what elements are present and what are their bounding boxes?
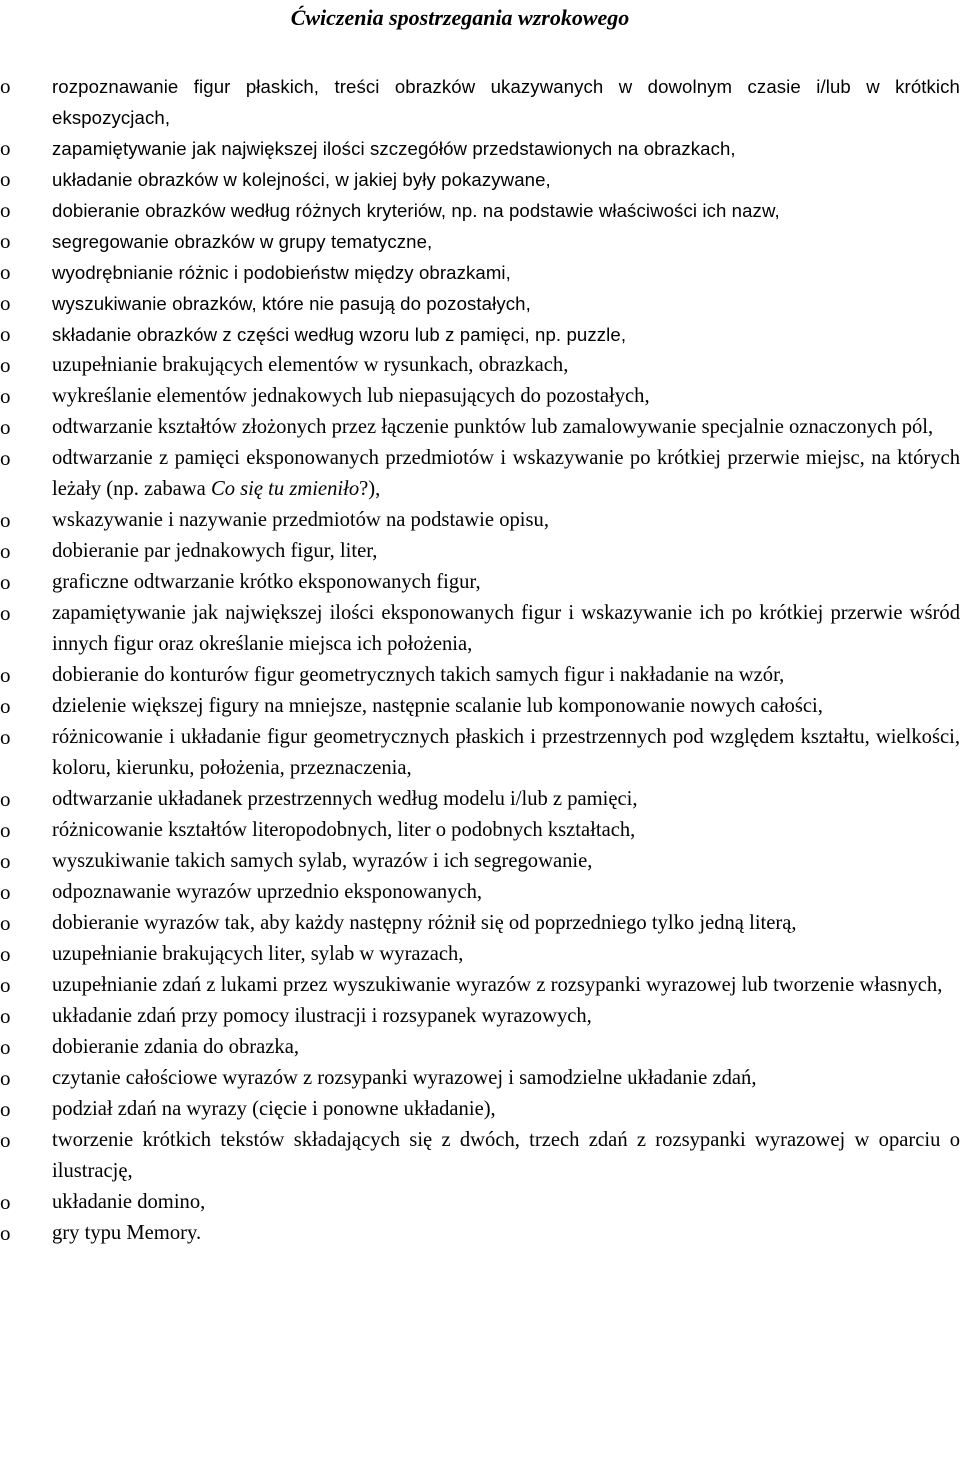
list-item [0, 691, 960, 722]
list-item-text: wyszukiwanie takich samych sylab, wyrazów i ich segregowanie, [52, 850, 593, 872]
bullet-marker: o [0, 1190, 11, 1214]
list-item-text: uzupełnianie brakujących elementów w rysunkach, obrazkach, [52, 354, 569, 376]
list-item [0, 1094, 960, 1125]
list-item-text: segregowanie obrazków w grupy tematyczne, [52, 231, 433, 252]
list-item-text: tworzenie krótkich tekstów składających się z dwóch, trzech zdań z rozsypanki wyrazowej w oparciu o ilustrację, [52, 1129, 960, 1182]
bullet-marker: o [0, 818, 11, 842]
list-item [0, 970, 960, 1001]
list-item [0, 598, 960, 660]
bullet-marker: o [0, 508, 11, 532]
list-item-text: dobieranie par jednakowych figur, liter, [52, 540, 378, 562]
game-title-italic: Co się tu zmieniło [210, 478, 360, 500]
list-item-text: podział zdań na wyrazy (cięcie i ponowne układanie), [52, 1098, 496, 1120]
bullet-marker: o [0, 570, 11, 594]
list-item-text: układanie zdań przy pomocy ilustracji i rozsypanek wyrazowych, [52, 1005, 592, 1027]
list-item [0, 164, 960, 195]
bullet-marker: o [0, 694, 11, 718]
list-item [0, 1218, 960, 1249]
list-item [0, 133, 960, 164]
list-item [0, 536, 960, 567]
list-item [0, 877, 960, 908]
list-item [0, 350, 960, 381]
list-item-text: dobieranie wyrazów tak, aby każdy następny różnił się od poprzedniego tylko jedną literą, [52, 912, 797, 934]
list-item-text: układanie obrazków w kolejności, w jakiej były pokazywane, [52, 169, 551, 190]
list-item-text: wyszukiwanie obrazków, które nie pasują do pozostałych, [52, 293, 531, 314]
list-item-text: wyodrębnianie różnic i podobieństw między obrazkami, [52, 262, 511, 283]
bullet-marker: o [0, 880, 11, 904]
bullet-marker: o [0, 849, 11, 873]
bullet-marker: o [0, 1004, 11, 1028]
list-item-text: wykreślanie elementów jednakowych lub niepasujących do pozostałych, [52, 385, 650, 407]
list-item [0, 846, 960, 877]
bullet-marker: o [0, 353, 11, 377]
list-item [0, 288, 960, 319]
list-item-text: rozpoznawanie figur płaskich, treści obrazków ukazywanych w dowolnym czasie i/lub w krótkich ekspozycjach, [52, 76, 960, 128]
bullet-marker: o [0, 1035, 11, 1059]
bullet-marker: o [0, 601, 11, 625]
bullet-marker: o [0, 74, 11, 98]
list-item [0, 71, 960, 133]
list-item-text: odtwarzanie z pamięci eksponowanych przedmiotów i wskazywanie po krótkiej przerwie miejsc, na których leżały (np. zabawa [52, 447, 960, 500]
list-item-text: czytanie całościowe wyrazów z rozsypanki wyrazowej i samodzielne układanie zdań, [52, 1067, 757, 1089]
list-item [0, 1032, 960, 1063]
bullet-marker: o [0, 539, 11, 563]
bullet-marker: o [0, 446, 11, 470]
bullet-marker: o [0, 260, 11, 284]
bullet-marker: o [0, 1066, 11, 1090]
bullet-marker: o [0, 291, 11, 315]
list-item-text: uzupełnianie zdań z lukami przez wyszukiwanie wyrazów z rozsypanki wyrazowej lub tworzenie własnych, [52, 974, 943, 996]
bullet-marker: o [0, 322, 11, 346]
list-item-text-end: ?), [359, 478, 381, 500]
bullet-marker: o [0, 911, 11, 935]
bullet-marker: o [0, 942, 11, 966]
list-item [0, 319, 960, 350]
list-item [0, 257, 960, 288]
bullet-marker: o [0, 198, 11, 222]
bullet-marker: o [0, 1221, 11, 1245]
bullet-marker: o [0, 663, 11, 687]
list-item [0, 567, 960, 598]
list-item [0, 381, 960, 412]
list-item [0, 815, 960, 846]
page-title: Ćwiczenia spostrzegania wzrokowego [290, 5, 630, 30]
list-item-text: wskazywanie i nazywanie przedmiotów na podstawie opisu, [52, 509, 549, 531]
bullet-marker: o [0, 229, 11, 253]
list-item-text: dobieranie zdania do obrazka, [52, 1036, 300, 1058]
list-item-text: składanie obrazków z części według wzoru lub z pamięci, np. puzzle, [52, 324, 627, 345]
list-item [0, 784, 960, 815]
bullet-marker: o [0, 136, 11, 160]
list-item-text: gry typu Memory. [52, 1222, 202, 1244]
bullet-marker: o [0, 725, 11, 749]
list-item [0, 412, 960, 443]
list-item [0, 1063, 960, 1094]
list-item [0, 505, 960, 536]
list-item-text: dobieranie obrazków według różnych kryteriów, np. na podstawie właściwości ich nazw, [52, 200, 780, 221]
exercise-list [0, 71, 960, 1249]
bullet-marker: o [0, 167, 11, 191]
list-item [0, 722, 960, 784]
bullet-marker: o [0, 1097, 11, 1121]
list-item-text: odpoznawanie wyrazów uprzednio eksponowanych, [52, 881, 483, 903]
list-item-text: różnicowanie i układanie figur geometrycznych płaskich i przestrzennych pod względem kształtu, wielkości, koloru, kierunku, położenia, przeznaczenia, [52, 726, 960, 779]
list-item [0, 226, 960, 257]
list-item-text: odtwarzanie układanek przestrzennych według modelu i/lub z pamięci, [52, 788, 638, 810]
bullet-marker: o [0, 415, 11, 439]
list-item [0, 443, 960, 505]
list-item-text: zapamiętywanie jak największej ilości szczegółów przedstawionych na obrazkach, [52, 138, 736, 159]
list-item [0, 1125, 960, 1187]
list-item [0, 939, 960, 970]
list-item-text: uzupełnianie brakujących liter, sylab w wyrazach, [52, 943, 464, 965]
list-item-text: różnicowanie kształtów literopodobnych, liter o podobnych kształtach, [52, 819, 636, 841]
bullet-marker: o [0, 384, 11, 408]
list-item [0, 1001, 960, 1032]
bullet-marker: o [0, 973, 11, 997]
list-item-text: dobieranie do konturów figur geometrycznych takich samych figur i nakładanie na wzór, [52, 664, 785, 686]
list-item-text: dzielenie większej figury na mniejsze, następnie scalanie lub komponowanie nowych całości, [52, 695, 823, 717]
list-item-text: układanie domino, [52, 1191, 206, 1213]
list-item [0, 195, 960, 226]
list-item-text: odtwarzanie kształtów złożonych przez łączenie punktów lub zamalowywanie specjalnie oznaczonych pól, [52, 416, 934, 438]
list-item-text: graficzne odtwarzanie krótko eksponowanych figur, [52, 571, 481, 593]
list-item-text: zapamiętywanie jak największej ilości eksponowanych figur i wskazywanie ich po krótkiej przerwie wśród innych figur oraz określanie miejsca ich położenia, [52, 602, 960, 655]
bullet-marker: o [0, 1128, 11, 1152]
list-item [0, 908, 960, 939]
list-item [0, 660, 960, 691]
list-item [0, 1187, 960, 1218]
bullet-marker: o [0, 787, 11, 811]
